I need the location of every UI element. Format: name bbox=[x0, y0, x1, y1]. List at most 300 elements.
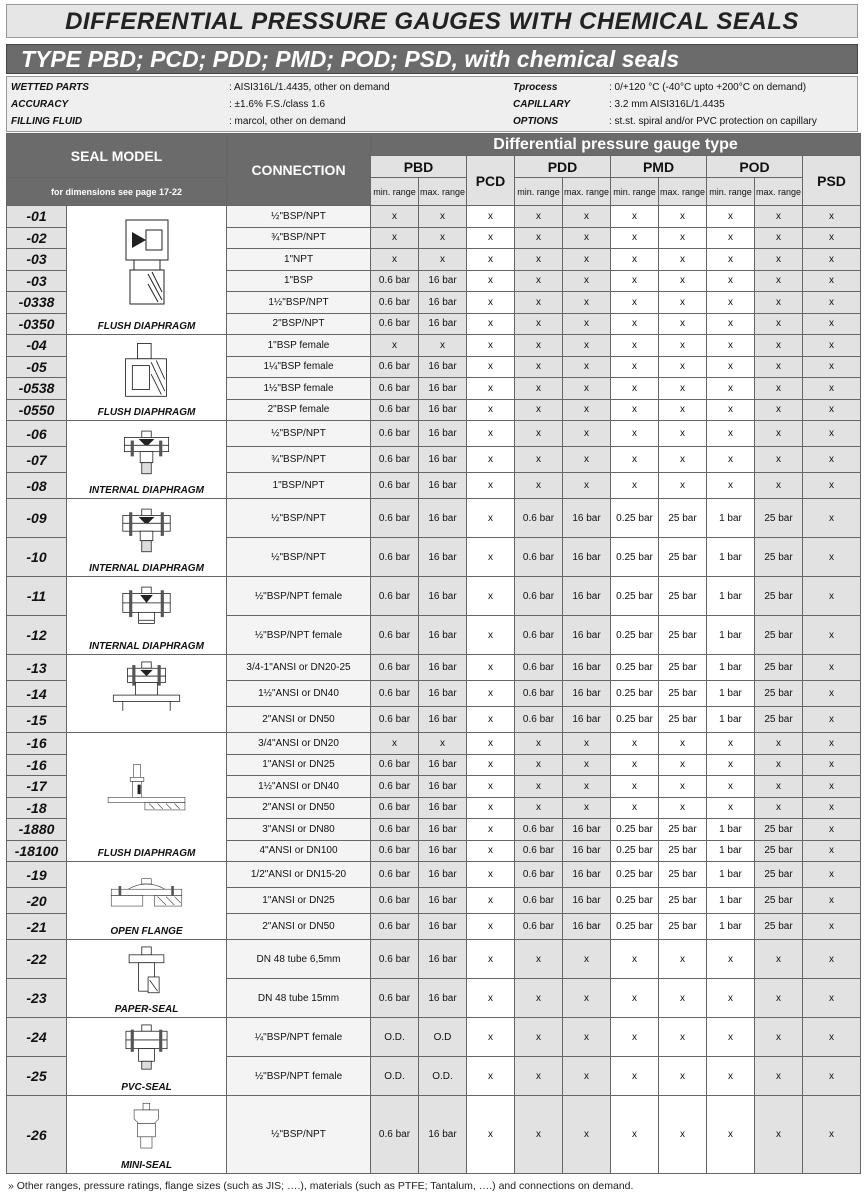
seal-model-code: -17 bbox=[7, 776, 67, 798]
range-cell: x bbox=[467, 1018, 515, 1057]
range-cell: x bbox=[803, 356, 861, 378]
range-cell: x bbox=[563, 1018, 611, 1057]
connection-cell: 2"ANSI or DN50 bbox=[227, 797, 371, 819]
range-cell: x bbox=[659, 473, 707, 499]
range-cell: 16 bar bbox=[419, 1096, 467, 1174]
accuracy-label: ACCURACY bbox=[11, 99, 69, 110]
seal-model-code: -26 bbox=[7, 1096, 67, 1174]
type-header-pdd: PDD bbox=[515, 156, 611, 178]
range-cell: 16 bar bbox=[419, 292, 467, 314]
range-cell: 0.6 bar bbox=[371, 840, 419, 862]
range-cell: x bbox=[515, 356, 563, 378]
range-cell: x bbox=[803, 227, 861, 249]
range-cell: 0.6 bar bbox=[515, 840, 563, 862]
seal-caption: FLUSH DIAPHRAGM bbox=[97, 847, 196, 859]
range-cell: x bbox=[563, 206, 611, 228]
range-cell: x bbox=[467, 335, 515, 357]
seal-model-code: -16 bbox=[7, 733, 67, 755]
seal-model-code: -1880 bbox=[7, 819, 67, 841]
range-cell: x bbox=[803, 979, 861, 1018]
seal-drawing-cell bbox=[67, 577, 227, 655]
range-cell: x bbox=[659, 979, 707, 1018]
range-cell: 25 bar bbox=[659, 681, 707, 707]
range-cell: x bbox=[659, 797, 707, 819]
range-cell: x bbox=[467, 473, 515, 499]
range-cell: x bbox=[659, 776, 707, 798]
seal-model-table bbox=[6, 133, 861, 1174]
seal-model-code: -01 bbox=[7, 206, 67, 228]
seal-model-code: -09 bbox=[7, 499, 67, 538]
gauge-type-header: Differential pressure gauge type bbox=[371, 134, 861, 156]
range-cell: x bbox=[515, 1057, 563, 1096]
range-cell: 16 bar bbox=[563, 840, 611, 862]
range-cell: 16 bar bbox=[419, 888, 467, 914]
seal-caption: PVC-SEAL bbox=[121, 1081, 172, 1093]
seal-model-code: -03 bbox=[7, 270, 67, 292]
seal-model-code: -07 bbox=[7, 447, 67, 473]
range-cell: 0.6 bar bbox=[371, 421, 419, 447]
range-cell: 1 bar bbox=[707, 840, 755, 862]
range-cell: 16 bar bbox=[563, 862, 611, 888]
range-cell: 0.6 bar bbox=[371, 1096, 419, 1174]
seal-model-code: -13 bbox=[7, 655, 67, 681]
range-cell: x bbox=[563, 356, 611, 378]
range-cell: 0.6 bar bbox=[371, 914, 419, 940]
connection-cell: 1¼"BSP female bbox=[227, 356, 371, 378]
range-cell: x bbox=[707, 447, 755, 473]
range-cell: 16 bar bbox=[419, 473, 467, 499]
range-cell: 25 bar bbox=[755, 655, 803, 681]
type-header-pcd: PCD bbox=[467, 156, 515, 206]
options-value: : st.st. spiral and/or PVC protection on capillary bbox=[609, 116, 817, 127]
range-cell: x bbox=[419, 206, 467, 228]
range-cell: 0.6 bar bbox=[371, 447, 419, 473]
seal-model-code: -22 bbox=[7, 940, 67, 979]
range-cell: x bbox=[467, 249, 515, 271]
range-cell: 0.6 bar bbox=[515, 914, 563, 940]
connection-cell: 1"NPT bbox=[227, 249, 371, 271]
range-cell: x bbox=[803, 776, 861, 798]
range-cell: 0.6 bar bbox=[371, 754, 419, 776]
range-cell: x bbox=[755, 249, 803, 271]
range-cell: x bbox=[659, 206, 707, 228]
range-cell: 0.25 bar bbox=[611, 538, 659, 577]
range-cell: 16 bar bbox=[563, 888, 611, 914]
range-cell: x bbox=[467, 707, 515, 733]
range-cell: x bbox=[803, 862, 861, 888]
range-cell: x bbox=[515, 473, 563, 499]
range-cell: x bbox=[755, 733, 803, 755]
range-cell: 25 bar bbox=[755, 819, 803, 841]
connection-cell: 1"ANSI or DN25 bbox=[227, 754, 371, 776]
range-cell: x bbox=[755, 940, 803, 979]
range-cell: x bbox=[707, 292, 755, 314]
accuracy-value: : ±1.6% F.S./class 1.6 bbox=[229, 99, 326, 110]
range-cell: 1 bar bbox=[707, 538, 755, 577]
table-row bbox=[7, 421, 861, 447]
range-cell: x bbox=[803, 1096, 861, 1174]
range-cell: x bbox=[803, 819, 861, 841]
range-cell: 16 bar bbox=[419, 313, 467, 335]
connection-cell: 2"ANSI or DN50 bbox=[227, 914, 371, 940]
seal-model-code: -23 bbox=[7, 979, 67, 1018]
range-cell: x bbox=[803, 473, 861, 499]
open-flange-seal-icon bbox=[107, 867, 186, 923]
range-cell: x bbox=[515, 797, 563, 819]
range-cell: x bbox=[659, 1096, 707, 1174]
range-cell: 16 bar bbox=[563, 538, 611, 577]
bolted-female-seal-icon bbox=[107, 582, 186, 638]
range-cell: 25 bar bbox=[659, 577, 707, 616]
range-cell: x bbox=[611, 378, 659, 400]
range-cell: x bbox=[563, 313, 611, 335]
range-cell: 25 bar bbox=[755, 888, 803, 914]
seal-drawing-cell bbox=[67, 499, 227, 577]
range-cell: 1 bar bbox=[707, 888, 755, 914]
range-cell: x bbox=[563, 335, 611, 357]
tprocess-value: : 0/+120 °C (-40°C upto +200°C on demand) bbox=[609, 82, 807, 93]
type-heading: TYPE PBD; PCD; PDD; PMD; POD; PSD, with chemical seals bbox=[6, 44, 858, 74]
range-cell: x bbox=[515, 249, 563, 271]
seal-caption: FLUSH DIAPHRAGM bbox=[97, 406, 196, 418]
range-cell: x bbox=[659, 227, 707, 249]
range-cell: x bbox=[707, 399, 755, 421]
range-cell: x bbox=[803, 1057, 861, 1096]
range-cell: 25 bar bbox=[659, 499, 707, 538]
seal-caption: INTERNAL DIAPHRAGM bbox=[89, 640, 204, 652]
range-cell: 0.6 bar bbox=[371, 577, 419, 616]
seal-drawing-cell bbox=[67, 335, 227, 421]
range-cell: x bbox=[467, 1057, 515, 1096]
range-cell: 25 bar bbox=[755, 914, 803, 940]
table-row bbox=[7, 655, 861, 681]
range-cell: x bbox=[659, 754, 707, 776]
seal-model-code: -0338 bbox=[7, 292, 67, 314]
table-row bbox=[7, 206, 861, 228]
range-cell: 16 bar bbox=[563, 681, 611, 707]
range-cell: x bbox=[371, 335, 419, 357]
range-cell: x bbox=[515, 206, 563, 228]
range-cell: x bbox=[611, 356, 659, 378]
connection-cell: 1½"BSP female bbox=[227, 378, 371, 400]
range-cell: 0.6 bar bbox=[371, 399, 419, 421]
range-cell: 0.25 bar bbox=[611, 888, 659, 914]
seal-caption: INTERNAL DIAPHRAGM bbox=[89, 484, 204, 496]
seal-caption: PAPER-SEAL bbox=[114, 1003, 179, 1015]
range-cell: x bbox=[707, 356, 755, 378]
range-cell: x bbox=[803, 335, 861, 357]
range-cell: 0.6 bar bbox=[371, 356, 419, 378]
seal-model-code: -08 bbox=[7, 473, 67, 499]
range-cell: 25 bar bbox=[755, 499, 803, 538]
range-cell: x bbox=[803, 499, 861, 538]
mini-seal-icon bbox=[107, 1101, 186, 1157]
range-cell: x bbox=[803, 797, 861, 819]
seal-model-code: -21 bbox=[7, 914, 67, 940]
connection-cell: 1"BSP bbox=[227, 270, 371, 292]
range-cell: x bbox=[611, 206, 659, 228]
range-cell: 16 bar bbox=[563, 577, 611, 616]
range-cell: 0.6 bar bbox=[515, 616, 563, 655]
range-cell: x bbox=[803, 577, 861, 616]
range-cell: 16 bar bbox=[419, 840, 467, 862]
range-cell: x bbox=[467, 797, 515, 819]
range-cell: x bbox=[659, 1057, 707, 1096]
table-row bbox=[7, 335, 861, 357]
range-cell: 0.6 bar bbox=[371, 616, 419, 655]
range-cell: 16 bar bbox=[419, 356, 467, 378]
range-cell: x bbox=[659, 399, 707, 421]
range-cell: 0.6 bar bbox=[371, 707, 419, 733]
connection-header: CONNECTION bbox=[227, 134, 371, 206]
range-cell: 16 bar bbox=[419, 754, 467, 776]
seal-drawing-cell bbox=[67, 862, 227, 940]
range-cell: x bbox=[563, 378, 611, 400]
seal-model-code: -05 bbox=[7, 356, 67, 378]
range-cell: x bbox=[611, 776, 659, 798]
pmd-min-range-header: min. range bbox=[611, 178, 659, 206]
pbd-min-range-header: min. range bbox=[371, 178, 419, 206]
range-cell: x bbox=[563, 797, 611, 819]
range-cell: x bbox=[803, 616, 861, 655]
range-cell: 1 bar bbox=[707, 655, 755, 681]
range-cell: x bbox=[515, 447, 563, 473]
range-cell: x bbox=[515, 378, 563, 400]
range-cell: x bbox=[467, 292, 515, 314]
range-cell: x bbox=[803, 249, 861, 271]
connection-cell: DN 48 tube 6,5mm bbox=[227, 940, 371, 979]
seal-model-code: -25 bbox=[7, 1057, 67, 1096]
range-cell: x bbox=[563, 754, 611, 776]
range-cell: x bbox=[611, 421, 659, 447]
seal-model-code: -24 bbox=[7, 1018, 67, 1057]
range-cell: 16 bar bbox=[563, 914, 611, 940]
connection-cell: ½"BSP/NPT bbox=[227, 499, 371, 538]
range-cell: 16 bar bbox=[419, 979, 467, 1018]
pbd-max-range-header: max. range bbox=[419, 178, 467, 206]
range-cell: 0.25 bar bbox=[611, 914, 659, 940]
range-cell: x bbox=[371, 249, 419, 271]
pmd-max-range-header: max. range bbox=[659, 178, 707, 206]
range-cell: x bbox=[467, 979, 515, 1018]
range-cell: 16 bar bbox=[419, 797, 467, 819]
range-cell: 16 bar bbox=[419, 707, 467, 733]
seal-drawing-cell bbox=[67, 1018, 227, 1096]
range-cell: x bbox=[611, 399, 659, 421]
connection-cell: ½"BSP/NPT bbox=[227, 538, 371, 577]
range-cell: x bbox=[611, 733, 659, 755]
range-cell: 16 bar bbox=[419, 421, 467, 447]
range-cell: x bbox=[467, 914, 515, 940]
seal-model-code: -03 bbox=[7, 249, 67, 271]
range-cell: x bbox=[707, 979, 755, 1018]
range-cell: x bbox=[755, 421, 803, 447]
range-cell: x bbox=[659, 378, 707, 400]
range-cell: x bbox=[467, 577, 515, 616]
range-cell: x bbox=[803, 538, 861, 577]
range-cell: x bbox=[755, 378, 803, 400]
range-cell: 0.25 bar bbox=[611, 655, 659, 681]
pdd-min-range-header: min. range bbox=[515, 178, 563, 206]
range-cell: x bbox=[707, 206, 755, 228]
footer-note: » Other ranges, pressure ratings, flange sizes (such as JIS; ….), materials (such as PTFE; Tantalum, ….) and connections on demand. bbox=[8, 1180, 634, 1192]
seal-drawing-cell bbox=[67, 733, 227, 862]
range-cell: x bbox=[707, 421, 755, 447]
range-cell: x bbox=[755, 754, 803, 776]
range-cell: x bbox=[707, 335, 755, 357]
range-cell: 0.6 bar bbox=[371, 378, 419, 400]
range-cell: O.D. bbox=[371, 1057, 419, 1096]
wetted-parts-value: : AISI316L/1.4435, other on demand bbox=[229, 82, 390, 93]
range-cell: x bbox=[467, 862, 515, 888]
range-cell: x bbox=[515, 399, 563, 421]
connection-cell: ½"BSP/NPT bbox=[227, 421, 371, 447]
table-row bbox=[7, 733, 861, 755]
range-cell: x bbox=[611, 447, 659, 473]
connection-cell: ½"BSP/NPT female bbox=[227, 577, 371, 616]
range-cell: 0.6 bar bbox=[515, 707, 563, 733]
range-cell: 25 bar bbox=[659, 862, 707, 888]
seal-model-code: -19 bbox=[7, 862, 67, 888]
seal-model-code: -16 bbox=[7, 754, 67, 776]
range-cell: x bbox=[467, 940, 515, 979]
range-cell: x bbox=[467, 206, 515, 228]
range-cell: x bbox=[611, 979, 659, 1018]
range-cell: 25 bar bbox=[755, 707, 803, 733]
table-row bbox=[7, 499, 861, 538]
range-cell: 1 bar bbox=[707, 577, 755, 616]
range-cell: x bbox=[371, 206, 419, 228]
table-row bbox=[7, 862, 861, 888]
range-cell: 0.25 bar bbox=[611, 616, 659, 655]
range-cell: x bbox=[611, 754, 659, 776]
range-cell: 16 bar bbox=[563, 655, 611, 681]
range-cell: x bbox=[803, 655, 861, 681]
range-cell: x bbox=[515, 1018, 563, 1057]
range-cell: x bbox=[563, 1096, 611, 1174]
range-cell: O.D. bbox=[419, 1057, 467, 1096]
connection-cell: 1"BSP female bbox=[227, 335, 371, 357]
seal-model-code: -0350 bbox=[7, 313, 67, 335]
specs-panel bbox=[6, 76, 858, 132]
seal-drawing-cell bbox=[67, 655, 227, 733]
range-cell: 16 bar bbox=[419, 378, 467, 400]
connection-cell: DN 48 tube 15mm bbox=[227, 979, 371, 1018]
range-cell: x bbox=[803, 914, 861, 940]
range-cell: 0.6 bar bbox=[371, 681, 419, 707]
range-cell: x bbox=[755, 399, 803, 421]
range-cell: 0.6 bar bbox=[371, 819, 419, 841]
range-cell: x bbox=[467, 378, 515, 400]
range-cell: x bbox=[803, 270, 861, 292]
range-cell: x bbox=[803, 313, 861, 335]
pvc-seal-icon bbox=[107, 1023, 186, 1079]
range-cell: x bbox=[803, 840, 861, 862]
connection-cell: 1"BSP/NPT bbox=[227, 473, 371, 499]
range-cell: x bbox=[515, 733, 563, 755]
range-cell: 0.25 bar bbox=[611, 499, 659, 538]
range-cell: x bbox=[371, 227, 419, 249]
range-cell: 0.6 bar bbox=[371, 313, 419, 335]
tprocess-label: Tprocess bbox=[513, 82, 558, 93]
range-cell: x bbox=[611, 227, 659, 249]
range-cell: 0.25 bar bbox=[611, 681, 659, 707]
connection-cell: 1½"ANSI or DN40 bbox=[227, 681, 371, 707]
range-cell: x bbox=[659, 313, 707, 335]
seal-model-code: -0538 bbox=[7, 378, 67, 400]
range-cell: x bbox=[515, 421, 563, 447]
connection-cell: 1/2"ANSI or DN15-20 bbox=[227, 862, 371, 888]
range-cell: x bbox=[419, 733, 467, 755]
range-cell: x bbox=[515, 776, 563, 798]
filling-fluid-value: : marcol, other on demand bbox=[229, 116, 346, 127]
range-cell: 0.6 bar bbox=[515, 655, 563, 681]
range-cell: x bbox=[755, 1057, 803, 1096]
range-cell: 16 bar bbox=[419, 616, 467, 655]
range-cell: x bbox=[755, 776, 803, 798]
range-cell: x bbox=[707, 473, 755, 499]
seal-model-code: -14 bbox=[7, 681, 67, 707]
seal-model-code: -12 bbox=[7, 616, 67, 655]
range-cell: x bbox=[563, 249, 611, 271]
range-cell: x bbox=[563, 270, 611, 292]
range-cell: 0.6 bar bbox=[371, 940, 419, 979]
range-cell: 0.6 bar bbox=[515, 862, 563, 888]
range-cell: 0.6 bar bbox=[515, 577, 563, 616]
range-cell: 16 bar bbox=[563, 499, 611, 538]
range-cell: x bbox=[467, 776, 515, 798]
range-cell: 1 bar bbox=[707, 914, 755, 940]
range-cell: x bbox=[755, 227, 803, 249]
connection-cell: ½"BSP/NPT female bbox=[227, 1057, 371, 1096]
range-cell: x bbox=[659, 356, 707, 378]
range-cell: x bbox=[563, 473, 611, 499]
seal-model-code: -18 bbox=[7, 797, 67, 819]
range-cell: x bbox=[755, 1096, 803, 1174]
seal-drawing-cell bbox=[67, 421, 227, 499]
table-row bbox=[7, 1018, 861, 1057]
connection-cell: ½"BSP/NPT bbox=[227, 206, 371, 228]
range-cell: x bbox=[467, 356, 515, 378]
range-cell: x bbox=[467, 754, 515, 776]
range-cell: 0.6 bar bbox=[515, 819, 563, 841]
range-cell: 16 bar bbox=[419, 270, 467, 292]
seal-model-code: -0550 bbox=[7, 399, 67, 421]
connection-cell: 1½"ANSI or DN40 bbox=[227, 776, 371, 798]
range-cell: x bbox=[707, 1096, 755, 1174]
range-cell: x bbox=[611, 1018, 659, 1057]
range-cell: 16 bar bbox=[563, 707, 611, 733]
range-cell: x bbox=[659, 1018, 707, 1057]
seal-caption: FLUSH DIAPHRAGM bbox=[97, 320, 196, 332]
range-cell: x bbox=[707, 940, 755, 979]
range-cell: 0.25 bar bbox=[611, 840, 659, 862]
range-cell: 16 bar bbox=[419, 819, 467, 841]
type-header-psd: PSD bbox=[803, 156, 861, 206]
range-cell: x bbox=[803, 888, 861, 914]
range-cell: x bbox=[467, 538, 515, 577]
range-cell: x bbox=[467, 313, 515, 335]
range-cell: 25 bar bbox=[659, 819, 707, 841]
range-cell: x bbox=[755, 292, 803, 314]
range-cell: 25 bar bbox=[755, 862, 803, 888]
range-cell: x bbox=[563, 227, 611, 249]
range-cell: x bbox=[467, 888, 515, 914]
range-cell: 0.25 bar bbox=[611, 577, 659, 616]
flanged-seal-icon bbox=[107, 660, 186, 716]
range-cell: x bbox=[707, 797, 755, 819]
range-cell: x bbox=[659, 249, 707, 271]
